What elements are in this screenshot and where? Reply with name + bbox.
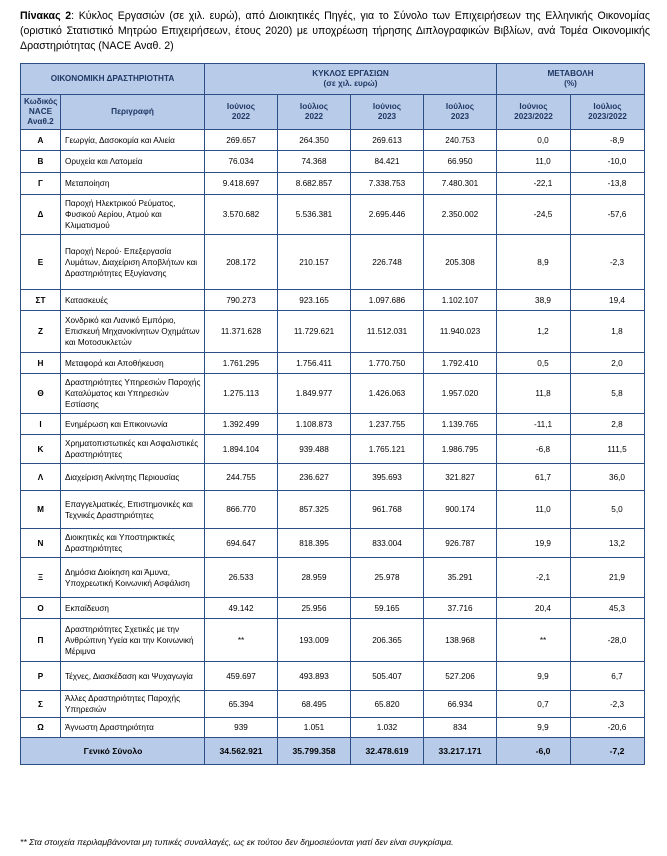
activity-description: Άγνωστη Δραστηριότητα [61, 718, 205, 738]
turnover-value: 7.338.753 [351, 173, 424, 195]
change-value: 11,0 [497, 491, 571, 529]
table-row [21, 619, 645, 662]
change-value: 36,0 [571, 464, 645, 491]
activity-description: Τέχνες, Διασκέδαση και Ψυχαγωγία [61, 662, 205, 691]
change-value: 45,3 [571, 598, 645, 619]
activity-description: Μεταποίηση [61, 173, 205, 195]
activity-description: Δημόσια Διοίκηση και Άμυνα, Υποχρεωτική Κοινωνική Ασφάλιση [61, 558, 205, 598]
turnover-value: 939.488 [278, 435, 351, 464]
table-row [21, 374, 645, 414]
change-value: -2,3 [571, 691, 645, 718]
activity-description: Ενημέρωση και Επικοινωνία [61, 414, 205, 435]
turnover-value: 240.753 [424, 130, 497, 151]
change-value: 19,4 [571, 290, 645, 311]
nace-code: Ο [21, 598, 61, 619]
turnover-value: 926.787 [424, 529, 497, 558]
change-value: -28,0 [571, 619, 645, 662]
turnover-value: 1.894.104 [205, 435, 278, 464]
turnover-value: 206.365 [351, 619, 424, 662]
turnover-value: 900.174 [424, 491, 497, 529]
turnover-value: 321.827 [424, 464, 497, 491]
nace-code: Λ [21, 464, 61, 491]
activity-description: Διαχείριση Ακίνητης Περιουσίας [61, 464, 205, 491]
turnover-value: 790.273 [205, 290, 278, 311]
turnover-value: 694.647 [205, 529, 278, 558]
change-value: -57,6 [571, 195, 645, 235]
footnote: ** Στα στοιχεία περιλαμβάνονται μη τυπικές συναλλαγές, ως εκ τούτου δεν δημοσιεύονται γιατί δεν είναι συγκρίσιμα. [20, 837, 454, 847]
caption-text: : Κύκλος Εργασιών (σε χιλ. ευρώ), από Διοικητικές Πηγές, για το Σύνολο των Επιχειρήσεων της Ελληνικής Οικονομίας (οριστικό Στατιστικό Μητρώο Επιχειρήσεων, έτους 2020) με υποχρέωση τήρησης Διπλογραφικών Βιβλίων, ανά Τομέα Οικονομικής Δραστηριότητας (NACE Αναθ. 2) [20, 10, 650, 52]
change-value: -2,1 [497, 558, 571, 598]
period-header: Ιούνιος 2023/2022 [497, 95, 571, 130]
table-row [21, 195, 645, 235]
turnover-value: 1.392.499 [205, 414, 278, 435]
nace-code: ΣΤ [21, 290, 61, 311]
turnover-value: 236.627 [278, 464, 351, 491]
turnover-value: 65.820 [351, 691, 424, 718]
nace-code: Μ [21, 491, 61, 529]
total-row [21, 738, 645, 765]
change-value: 61,7 [497, 464, 571, 491]
turnover-value: 8.682.857 [278, 173, 351, 195]
change-header: ΜΕΤΑΒΟΛΗ (%) [497, 64, 645, 95]
table-row [21, 718, 645, 738]
turnover-value: 1.097.686 [351, 290, 424, 311]
turnover-value: ** [205, 619, 278, 662]
change-value: 20,4 [497, 598, 571, 619]
change-value: -10,0 [571, 151, 645, 173]
change-value: 0,5 [497, 353, 571, 374]
table-row [21, 662, 645, 691]
turnover-value: 226.748 [351, 235, 424, 290]
turnover-value: 264.350 [278, 130, 351, 151]
change-value: -13,8 [571, 173, 645, 195]
table-row [21, 529, 645, 558]
turnover-value: 35.291 [424, 558, 497, 598]
table-row [21, 491, 645, 529]
period-header: Ιούνιος 2023 [351, 95, 424, 130]
turnover-value: 1.139.765 [424, 414, 497, 435]
activity-description: Γεωργία, Δασοκομία και Αλιεία [61, 130, 205, 151]
change-value: -8,9 [571, 130, 645, 151]
change-value: 11,8 [497, 374, 571, 414]
turnover-value: 818.395 [278, 529, 351, 558]
turnover-value: 25.978 [351, 558, 424, 598]
turnover-value: 269.657 [205, 130, 278, 151]
change-value: ** [497, 619, 571, 662]
turnover-value: 193.009 [278, 619, 351, 662]
change-value: 1,8 [571, 311, 645, 353]
code-header: Κωδικός NACE Αναθ.2 [21, 95, 61, 130]
turnover-value: 208.172 [205, 235, 278, 290]
turnover-value: 1.237.755 [351, 414, 424, 435]
turnover-value: 1.957.020 [424, 374, 497, 414]
change-value: 13,2 [571, 529, 645, 558]
nace-code: Θ [21, 374, 61, 414]
change-value: 21,9 [571, 558, 645, 598]
turnover-value: 493.893 [278, 662, 351, 691]
period-header: Ιούλιος 2023 [424, 95, 497, 130]
turnover-value: 939 [205, 718, 278, 738]
turnover-value: 1.792.410 [424, 353, 497, 374]
turnover-value: 1.102.107 [424, 290, 497, 311]
turnover-value: 505.407 [351, 662, 424, 691]
nace-code: Γ [21, 173, 61, 195]
change-value: 8,9 [497, 235, 571, 290]
turnover-value: 857.325 [278, 491, 351, 529]
activity-description: Κατασκευές [61, 290, 205, 311]
period-header: Ιούλιος 2023/2022 [571, 95, 645, 130]
caption-label: Πίνακας 2 [20, 10, 72, 22]
turnover-value: 395.693 [351, 464, 424, 491]
nace-code: Δ [21, 195, 61, 235]
turnover-value: 7.480.301 [424, 173, 497, 195]
turnover-value: 1.986.795 [424, 435, 497, 464]
period-header: Ιούνιος 2022 [205, 95, 278, 130]
period-header: Ιούλιος 2022 [278, 95, 351, 130]
change-value: 1,2 [497, 311, 571, 353]
turnover-value: 65.394 [205, 691, 278, 718]
table-caption [20, 9, 650, 54]
change-value: 9,9 [497, 718, 571, 738]
activity-description: Χρηματοπιστωτικές και Ασφαλιστικές Δραστηριότητες [61, 435, 205, 464]
turnover-header: ΚΥΚΛΟΣ ΕΡΓΑΣΙΩΝ (σε χιλ. ευρώ) [205, 64, 497, 95]
change-value: 111,5 [571, 435, 645, 464]
change-value: 0,0 [497, 130, 571, 151]
nace-code: Π [21, 619, 61, 662]
turnover-value: 1.756.411 [278, 353, 351, 374]
change-value: 0,7 [497, 691, 571, 718]
turnover-value: 76.034 [205, 151, 278, 173]
turnover-value: 49.142 [205, 598, 278, 619]
total-label: Γενικό Σύνολο [21, 738, 205, 765]
nace-code: Β [21, 151, 61, 173]
turnover-value: 66.934 [424, 691, 497, 718]
turnover-value: 1.849.977 [278, 374, 351, 414]
turnover-value: 68.495 [278, 691, 351, 718]
nace-code: Σ [21, 691, 61, 718]
turnover-value: 269.613 [351, 130, 424, 151]
change-value: 6,7 [571, 662, 645, 691]
change-value: -11,1 [497, 414, 571, 435]
turnover-value: 210.157 [278, 235, 351, 290]
nace-code: Ρ [21, 662, 61, 691]
nace-code: Ω [21, 718, 61, 738]
turnover-value: 866.770 [205, 491, 278, 529]
total-turnover-value: 33.217.171 [424, 738, 497, 765]
total-turnover-value: 32.478.619 [351, 738, 424, 765]
turnover-value: 834 [424, 718, 497, 738]
turnover-table [20, 63, 645, 765]
turnover-value: 84.421 [351, 151, 424, 173]
nace-code: Ζ [21, 311, 61, 353]
turnover-value: 74.368 [278, 151, 351, 173]
turnover-value: 11.371.628 [205, 311, 278, 353]
turnover-value: 2.350.002 [424, 195, 497, 235]
turnover-value: 1.770.750 [351, 353, 424, 374]
activity-description: Χονδρικό και Λιανικό Εμπόριο, Επισκευή Μηχανοκίνητων Οχημάτων και Μοτοσυκλετών [61, 311, 205, 353]
change-value: -6,8 [497, 435, 571, 464]
table-row [21, 130, 645, 151]
turnover-value: 37.716 [424, 598, 497, 619]
change-value: -22,1 [497, 173, 571, 195]
table-row [21, 311, 645, 353]
total-change-value: -6,0 [497, 738, 571, 765]
turnover-value: 1.765.121 [351, 435, 424, 464]
change-value: 19,9 [497, 529, 571, 558]
change-value: 2,8 [571, 414, 645, 435]
nace-code: Κ [21, 435, 61, 464]
turnover-value: 11.940.023 [424, 311, 497, 353]
change-value: -2,3 [571, 235, 645, 290]
total-change-value: -7,2 [571, 738, 645, 765]
table-row [21, 435, 645, 464]
table-row [21, 558, 645, 598]
turnover-value: 1.426.063 [351, 374, 424, 414]
turnover-value: 923.165 [278, 290, 351, 311]
turnover-value: 11.512.031 [351, 311, 424, 353]
turnover-value: 25.956 [278, 598, 351, 619]
nace-code: Ν [21, 529, 61, 558]
nace-code: Η [21, 353, 61, 374]
change-value: 9,9 [497, 662, 571, 691]
table-row [21, 151, 645, 173]
activity-description: Άλλες Δραστηριότητες Παροχής Υπηρεσιών [61, 691, 205, 718]
turnover-value: 138.968 [424, 619, 497, 662]
turnover-value: 244.755 [205, 464, 278, 491]
nace-code: Ε [21, 235, 61, 290]
turnover-value: 1.275.113 [205, 374, 278, 414]
turnover-value: 961.768 [351, 491, 424, 529]
nace-code: Ι [21, 414, 61, 435]
turnover-value: 1.761.295 [205, 353, 278, 374]
activity-description: Επαγγελματικές, Επιστημονικές και Τεχνικές Δραστηριότητες [61, 491, 205, 529]
turnover-value: 28.959 [278, 558, 351, 598]
table-row [21, 691, 645, 718]
table-row [21, 598, 645, 619]
activity-description: Ορυχεία και Λατομεία [61, 151, 205, 173]
turnover-value: 9.418.697 [205, 173, 278, 195]
activity-header: ΟΙΚΟΝΟΜΙΚΗ ΔΡΑΣΤΗΡΙΟΤΗΤΑ [21, 64, 205, 95]
turnover-value: 459.697 [205, 662, 278, 691]
turnover-value: 3.570.682 [205, 195, 278, 235]
turnover-value: 11.729.621 [278, 311, 351, 353]
turnover-value: 1.108.873 [278, 414, 351, 435]
change-value: 11,0 [497, 151, 571, 173]
activity-description: Δραστηριότητες Υπηρεσιών Παροχής Καταλύματος και Υπηρεσιών Εστίασης [61, 374, 205, 414]
table-row [21, 290, 645, 311]
nace-code: Α [21, 130, 61, 151]
table-row [21, 173, 645, 195]
turnover-value: 205.308 [424, 235, 497, 290]
turnover-value: 1.032 [351, 718, 424, 738]
total-turnover-value: 34.562.921 [205, 738, 278, 765]
total-turnover-value: 35.799.358 [278, 738, 351, 765]
change-value: -20,6 [571, 718, 645, 738]
activity-description: Παροχή Νερού· Επεξεργασία Λυμάτων, Διαχείριση Αποβλήτων και Δραστηριότητες Εξυγίανσης [61, 235, 205, 290]
activity-description: Μεταφορά και Αποθήκευση [61, 353, 205, 374]
nace-code: Ξ [21, 558, 61, 598]
change-value: -24,5 [497, 195, 571, 235]
change-value: 2,0 [571, 353, 645, 374]
change-value: 5,0 [571, 491, 645, 529]
turnover-value: 66.950 [424, 151, 497, 173]
description-header: Περιγραφή [61, 95, 205, 130]
turnover-value: 5.536.381 [278, 195, 351, 235]
activity-description: Εκπαίδευση [61, 598, 205, 619]
turnover-value: 1.051 [278, 718, 351, 738]
change-value: 38,9 [497, 290, 571, 311]
table-row [21, 235, 645, 290]
turnover-value: 833.004 [351, 529, 424, 558]
turnover-value: 26.533 [205, 558, 278, 598]
table-row [21, 414, 645, 435]
change-value: 5,8 [571, 374, 645, 414]
activity-description: Δραστηριότητες Σχετικές με την Ανθρώπινη Υγεία και την Κοινωνική Μέριμνα [61, 619, 205, 662]
activity-description: Παροχή Ηλεκτρικού Ρεύματος, Φυσικού Αερίου, Ατμού και Κλιματισμού [61, 195, 205, 235]
turnover-value: 59.165 [351, 598, 424, 619]
table-row [21, 353, 645, 374]
turnover-value: 527.206 [424, 662, 497, 691]
turnover-value: 2.695.446 [351, 195, 424, 235]
activity-description: Διοικητικές και Υποστηρικτικές Δραστηριότητες [61, 529, 205, 558]
table-row [21, 464, 645, 491]
